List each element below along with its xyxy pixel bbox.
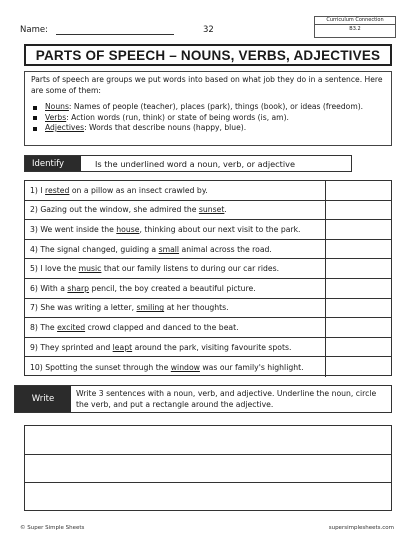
question-row	[25, 259, 391, 279]
question-text: 5) I love the music that our family listens to during our car rides.	[30, 264, 280, 274]
underlined-word: leapt	[112, 342, 133, 352]
question-row	[25, 318, 391, 338]
answer-cell[interactable]	[325, 259, 393, 278]
write-instruction: Write 3 sentences with a noun, verb, and adjective. Underline the noun, circle the verb, and put a rectangle around the adjective.	[76, 389, 377, 409]
underlined-word: small	[158, 244, 180, 254]
worksheet-header	[20, 17, 396, 42]
footer-copyright: © Super Simple Sheets	[20, 525, 85, 531]
definition-text: : Action words (run, think) or state of being words (is, am).	[66, 112, 289, 122]
definition-item	[31, 102, 385, 113]
definition-text: : Words that describe nouns (happy, blue).	[84, 123, 247, 132]
question-row	[25, 299, 391, 319]
worksheet-title: PARTS OF SPEECH – NOUNS, VERBS, ADJECTIVES	[35, 47, 381, 63]
underlined-word: house	[116, 224, 140, 234]
definition-item	[31, 113, 385, 124]
footer-website: supersimplesheets.com	[328, 525, 394, 531]
question-row	[25, 201, 391, 221]
answer-cell[interactable]	[325, 318, 393, 337]
definition-term: Adjectives	[45, 123, 85, 132]
page-number: 32	[203, 25, 214, 35]
underlined-word: sharp	[67, 283, 90, 293]
answer-cell[interactable]	[325, 338, 393, 357]
underlined-word: music	[78, 264, 102, 274]
write-section-bar	[14, 385, 392, 413]
name-label: Name:	[20, 25, 48, 35]
question-text: 1) I rested on a pillow as an insect crawled by.	[30, 185, 208, 195]
intro-box	[24, 71, 392, 146]
question-text: 4) The signal changed, guiding a small animal across the road.	[30, 244, 272, 254]
question-row	[25, 279, 391, 299]
intro-paragraph: Parts of speech are groups we put words into based on what job they do in a sentence. Here are some of them:	[31, 75, 383, 95]
question-row	[25, 357, 391, 377]
answer-cell[interactable]	[325, 299, 393, 318]
definition-text: : Names of people (teacher), places (park), things (book), or ideas (freedom).	[68, 102, 364, 111]
underlined-word: sunset	[198, 205, 225, 215]
answer-cell[interactable]	[325, 201, 393, 220]
question-text: 2) Gazing out the window, she admired the sunset.	[30, 205, 227, 215]
answer-cell[interactable]	[325, 181, 393, 200]
underlined-word: rested	[45, 185, 70, 195]
question-text: 3) We went inside the house, thinking about our next visit to the park.	[30, 224, 301, 234]
definition-term: Nouns	[45, 102, 69, 111]
question-text: 10) Spotting the sunset through the window was our family's highlight.	[30, 362, 304, 372]
answer-cell[interactable]	[325, 357, 393, 377]
writing-area[interactable]	[24, 425, 392, 511]
write-label: Write	[15, 386, 71, 412]
question-text: 8) The excited crowd clapped and danced to the beat.	[30, 322, 239, 332]
answer-cell[interactable]	[325, 279, 393, 298]
definition-list	[31, 102, 385, 134]
curriculum-connection-box	[314, 16, 396, 38]
question-row	[25, 181, 391, 201]
identify-label: Identify	[25, 156, 81, 171]
question-row	[25, 338, 391, 358]
question-text: 9) They sprinted and leapt around the park, visiting favourite spots.	[30, 342, 292, 352]
curriculum-title: Curriculum Connection	[315, 17, 395, 25]
identify-instruction: Is the underlined word a noun, verb, or adjective	[95, 158, 296, 169]
answer-cell[interactable]	[325, 240, 393, 259]
name-line[interactable]	[56, 34, 174, 35]
writing-line	[25, 482, 391, 483]
underlined-word: window	[170, 362, 200, 372]
question-table	[24, 180, 392, 376]
curriculum-code: B3.2	[349, 26, 361, 32]
definition-term: Verbs	[45, 112, 67, 122]
definition-item	[31, 123, 385, 134]
question-text: 7) She was writing a letter, smiling at her thoughts.	[30, 303, 229, 313]
question-row	[25, 240, 391, 260]
question-row	[25, 220, 391, 240]
underlined-word: smiling	[136, 303, 165, 313]
worksheet-title-box	[24, 44, 392, 66]
underlined-word: excited	[57, 322, 86, 332]
answer-cell[interactable]	[325, 220, 393, 239]
question-text: 6) With a sharp pencil, the boy created a beautiful picture.	[30, 283, 256, 293]
writing-line	[25, 454, 391, 455]
identify-section-bar	[24, 155, 352, 172]
